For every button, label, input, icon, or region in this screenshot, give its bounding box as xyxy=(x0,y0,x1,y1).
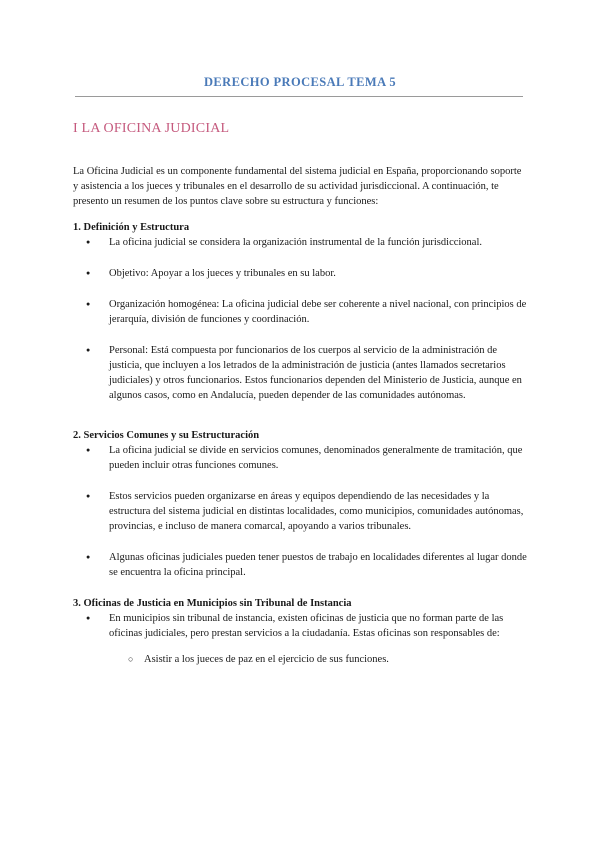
sub-bullet-list xyxy=(109,652,528,667)
spacer xyxy=(73,419,528,428)
list-item: ● Objetivo: Apoyar a los jueces y tribunales en su labor. xyxy=(73,266,528,281)
subsection-heading-1: 1. Definición y Estructura xyxy=(73,222,190,233)
list-item xyxy=(73,611,528,667)
list-item: ● Personal: Está compuesta por funcionarios de los cuerpos al servicio de la administración de justicia, que incluyen a los letrados de la administración de justicia (antes llamados secretarios judiciales) y otros funcionarios. Estos funcionarios dependen del Ministerio de Justicia, aunque en algunos casos, como en Andalucía, pueden depender de las comunidades autónomas. xyxy=(73,343,528,403)
bullet-list-2 xyxy=(73,443,528,580)
document-body xyxy=(73,164,528,683)
list-item: ● Algunas oficinas judiciales pueden tener puestos de trabajo en localidades diferentes al lugar donde se encuentra la oficina principal. xyxy=(73,550,528,580)
list-item: ● La oficina judicial se considera la organización instrumental de la función jurisdiccional. xyxy=(73,235,528,250)
bullet-list-1 xyxy=(73,235,528,403)
list-item: ● Organización homogénea: La oficina judicial debe ser coherente a nivel nacional, con principios de jerarquía, división de funciones y coordinación. xyxy=(73,297,528,327)
subsection-heading-3: 3. Oficinas de Justicia en Municipios sin Tribunal de Instancia xyxy=(73,598,352,609)
sub-list-item: ○ Asistir a los jueces de paz en el ejercicio de sus funciones. xyxy=(109,652,528,667)
list-item: ● Estos servicios pueden organizarse en áreas y equipos dependiendo de las necesidades y la estructura del sistema judicial en distintas localidades, como municipios, comunidades autónomas, provincias, e incluso de manera comarcal, apoyando a varios tribunales. xyxy=(73,489,528,534)
list-item-text: En municipios sin tribunal de instancia, existen oficinas de justicia que no forman parte de las oficinas judiciales, pero prestan servicios a la ciudadanía. Estas oficinas son responsables de: xyxy=(109,613,504,639)
intro-paragraph: La Oficina Judicial es un componente fundamental del sistema judicial en España, proporcionando soporte y asistencia a los jueces y tribunales en el desarrollo de su actividad jurisdiccional. A continuación, te presento un resumen de los puntos clave sobre su estructura y funciones: xyxy=(73,166,522,207)
bullet-list-3 xyxy=(73,611,528,667)
list-item: ● La oficina judicial se divide en servicios comunes, denominados generalmente de tramitación, que pueden incluir otras funciones comunes. xyxy=(73,443,528,473)
subsection-heading-2: 2. Servicios Comunes y su Estructuración xyxy=(73,430,260,441)
section-heading: I LA OFICINA JUDICIAL xyxy=(73,121,230,136)
document-title: DERECHO PROCESAL TEMA 5 xyxy=(204,75,396,89)
title-divider xyxy=(75,96,523,97)
